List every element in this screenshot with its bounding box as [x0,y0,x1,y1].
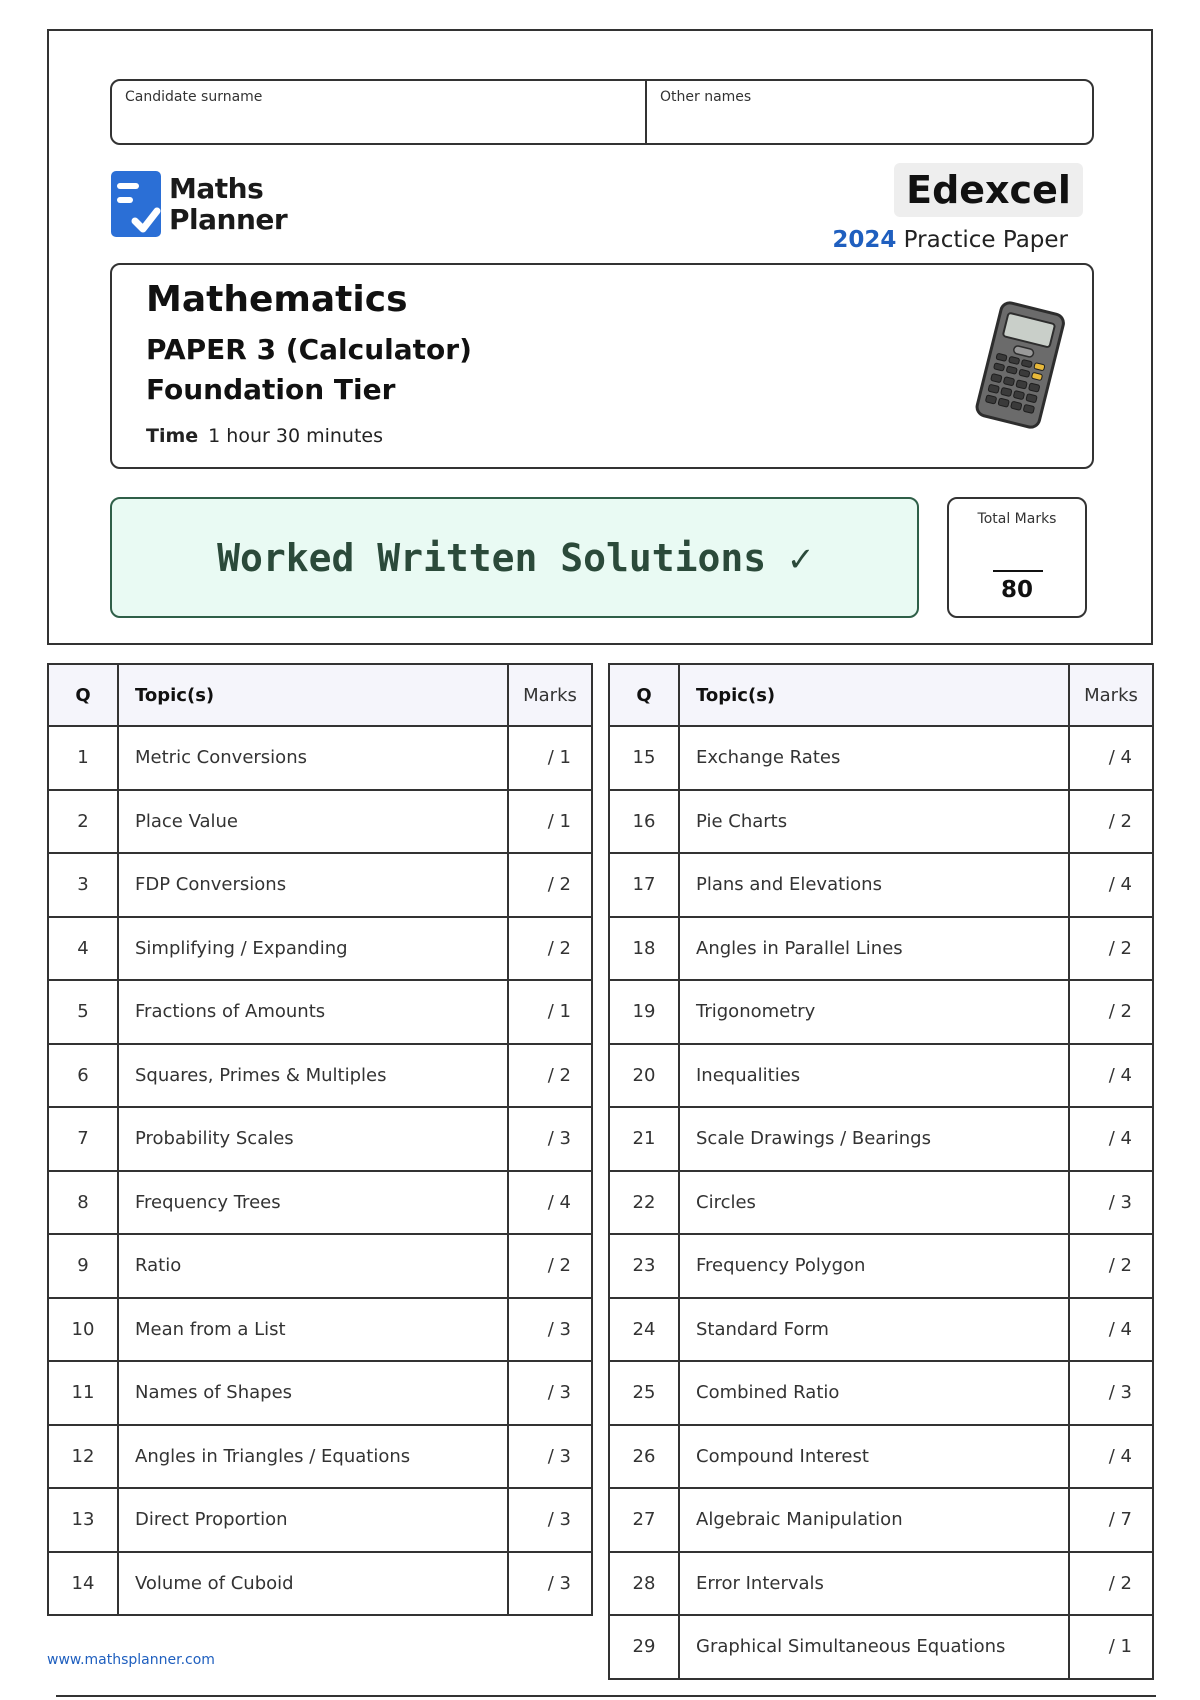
question-marks: / 3 [1069,1361,1153,1425]
practice-paper-label [832,227,1068,253]
topics-table-left [47,663,593,1616]
question-number: 2 [48,790,118,854]
table-row [48,1044,592,1108]
question-marks: / 1 [1069,1615,1153,1679]
question-marks: / 2 [508,853,592,917]
question-topic: Volume of Cuboid [118,1552,508,1616]
question-marks: / 4 [1069,1298,1153,1362]
question-marks: / 3 [508,1425,592,1489]
question-number: 4 [48,917,118,981]
question-topic: FDP Conversions [118,853,508,917]
table-header-row [609,664,1153,726]
question-number: 22 [609,1171,679,1235]
exam-board-badge: Edexcel [894,163,1083,217]
question-marks: / 4 [508,1171,592,1235]
question-topic: Error Intervals [679,1552,1069,1616]
table-row [609,726,1153,790]
table-row [48,853,592,917]
question-marks: / 1 [508,980,592,1044]
table-row [48,1171,592,1235]
question-topic: Exchange Rates [679,726,1069,790]
question-number: 7 [48,1107,118,1171]
question-topic: Fractions of Amounts [118,980,508,1044]
table-row [48,1488,592,1552]
question-topic: Plans and Elevations [679,853,1069,917]
question-number: 17 [609,853,679,917]
header-topic: Topic(s) [679,664,1069,726]
header-q: Q [609,664,679,726]
question-marks: / 3 [508,1488,592,1552]
practice-year: 2024 [832,227,897,253]
table-row [48,790,592,854]
candidate-surname-field[interactable] [112,81,647,143]
question-number: 8 [48,1171,118,1235]
question-marks: / 2 [1069,980,1153,1044]
question-topic: Metric Conversions [118,726,508,790]
question-marks: / 3 [1069,1171,1153,1235]
question-topic: Standard Form [679,1298,1069,1362]
candidate-surname-label: Candidate surname [125,89,263,105]
question-topic: Inequalities [679,1044,1069,1108]
header-marks: Marks [1069,664,1153,726]
table-row [48,1425,592,1489]
question-number: 3 [48,853,118,917]
question-marks: / 3 [508,1107,592,1171]
total-marks-label: Total Marks [977,511,1057,527]
question-marks: / 4 [1069,1425,1153,1489]
worked-solutions-banner: Worked Written Solutions ✓ [110,497,919,618]
question-topic: Trigonometry [679,980,1069,1044]
question-topic: Graphical Simultaneous Equations [679,1615,1069,1679]
question-number: 28 [609,1552,679,1616]
time-value: 1 hour 30 minutes [208,425,383,447]
question-number: 20 [609,1044,679,1108]
question-number: 5 [48,980,118,1044]
question-topic: Frequency Trees [118,1171,508,1235]
table-row [609,1425,1153,1489]
table-row [609,1488,1153,1552]
other-names-field[interactable] [647,81,764,143]
paper-name: PAPER 3 (Calculator) [146,333,472,366]
question-marks: / 7 [1069,1488,1153,1552]
question-number: 12 [48,1425,118,1489]
question-number: 19 [609,980,679,1044]
total-marks-value: 80 [1000,577,1033,603]
table-row [609,1298,1153,1362]
question-marks: / 2 [1069,917,1153,981]
logo-line-1: Maths [169,172,264,205]
maths-planner-logo [111,171,287,237]
question-topic: Angles in Triangles / Equations [118,1425,508,1489]
table-row [609,1615,1153,1679]
question-number: 15 [609,726,679,790]
question-marks: / 4 [1069,1044,1153,1108]
table-header-row [48,664,592,726]
table-row [48,917,592,981]
practice-text: Practice Paper [896,227,1068,253]
question-number: 13 [48,1488,118,1552]
question-number: 1 [48,726,118,790]
question-number: 27 [609,1488,679,1552]
question-number: 18 [609,917,679,981]
question-number: 24 [609,1298,679,1362]
question-marks: / 2 [1069,1234,1153,1298]
question-topic: Mean from a List [118,1298,508,1362]
question-topic: Squares, Primes & Multiples [118,1044,508,1108]
question-marks: / 3 [508,1298,592,1362]
question-number: 21 [609,1107,679,1171]
table-row [609,790,1153,854]
question-topic: Place Value [118,790,508,854]
question-topic: Names of Shapes [118,1361,508,1425]
question-topic: Pie Charts [679,790,1069,854]
paper-title-box [110,263,1094,469]
question-marks: / 1 [508,726,592,790]
question-topic: Algebraic Manipulation [679,1488,1069,1552]
question-number: 9 [48,1234,118,1298]
question-topic: Probability Scales [118,1107,508,1171]
question-topic: Direct Proportion [118,1488,508,1552]
question-marks: / 3 [508,1552,592,1616]
table-row [609,1107,1153,1171]
table-row [609,1361,1153,1425]
table-row [48,1107,592,1171]
topics-right-body [609,726,1153,1679]
candidate-name-box [110,79,1094,145]
question-number: 26 [609,1425,679,1489]
table-row [48,1361,592,1425]
table-row [609,917,1153,981]
question-topic: Compound Interest [679,1425,1069,1489]
table-row [48,726,592,790]
table-row [609,853,1153,917]
footer-divider [56,1695,1156,1697]
question-marks: / 2 [508,1044,592,1108]
question-number: 29 [609,1615,679,1679]
question-topic: Ratio [118,1234,508,1298]
question-marks: / 4 [1069,853,1153,917]
table-row [48,1298,592,1362]
total-marks-box [947,497,1087,618]
header-q: Q [48,664,118,726]
question-marks: / 1 [508,790,592,854]
topics-left-body [48,726,592,1615]
table-row [609,1552,1153,1616]
table-row [609,1171,1153,1235]
other-names-label: Other names [660,89,752,105]
logo-line-2: Planner [169,203,288,236]
question-number: 10 [48,1298,118,1362]
table-row [48,1234,592,1298]
question-marks: / 2 [1069,1552,1153,1616]
calculator-icon [970,301,1070,431]
question-marks: / 4 [1069,1107,1153,1171]
question-marks: / 3 [508,1361,592,1425]
question-number: 14 [48,1552,118,1616]
maths-planner-logo-icon [111,171,161,237]
table-row [48,1552,592,1616]
question-topic: Simplifying / Expanding [118,917,508,981]
question-number: 11 [48,1361,118,1425]
cover-panel [47,29,1153,645]
table-row [609,1234,1153,1298]
footer-url-link[interactable]: www.mathsplanner.com [47,1652,215,1668]
header-topic: Topic(s) [118,664,508,726]
paper-time [146,425,383,447]
time-label: Time [146,425,199,447]
question-topic: Angles in Parallel Lines [679,917,1069,981]
question-number: 23 [609,1234,679,1298]
question-number: 25 [609,1361,679,1425]
question-marks: / 2 [1069,790,1153,854]
question-number: 6 [48,1044,118,1108]
total-marks-divider [993,570,1043,572]
question-topic: Scale Drawings / Bearings [679,1107,1069,1171]
question-marks: / 2 [508,1234,592,1298]
question-topic: Combined Ratio [679,1361,1069,1425]
table-row [48,980,592,1044]
table-row [609,1044,1153,1108]
header-marks: Marks [508,664,592,726]
table-row [609,980,1153,1044]
subject-title: Mathematics [146,279,408,320]
question-topic: Frequency Polygon [679,1234,1069,1298]
question-marks: / 4 [1069,726,1153,790]
question-marks: / 2 [508,917,592,981]
topics-table-right [608,663,1154,1680]
paper-tier: Foundation Tier [146,373,396,406]
question-topic: Circles [679,1171,1069,1235]
question-number: 16 [609,790,679,854]
